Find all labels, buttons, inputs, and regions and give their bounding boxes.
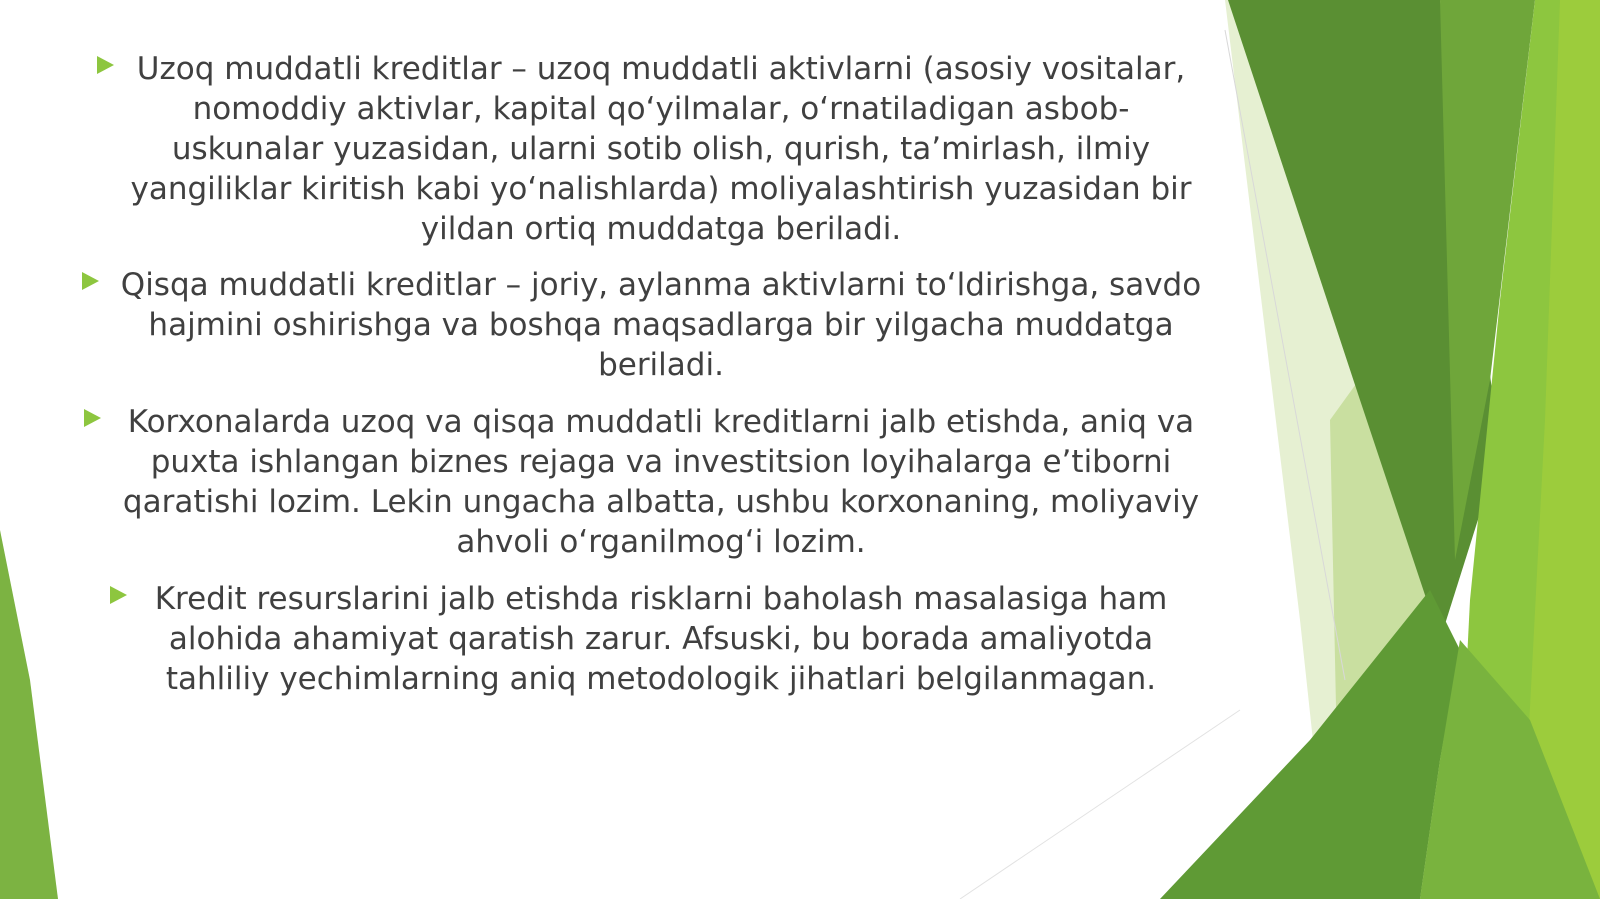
bullet-arrow-icon [110, 586, 127, 604]
bullet-risk-assessment: Kredit resurslarini jalb etishda risklarni baholash masalasiga ham alohida ahamiyat qaratish zarur. Afsuski, bu borada amaliyotda tahliliy yechimlarning aniq metodologik jihatlari belgilanmagan. [154, 581, 1168, 697]
bullet-arrow-icon [84, 409, 101, 427]
bullet-business-plan: Korxonalarda uzoq va qisqa muddatli kreditlarni jalb etishda, aniq va puxta ishlangan biznes rejaga va investitsion loyihalarga e’tiborni qaratishi lozim. Lekin ungacha albatta, ushbu korxonaning, moliyaviy ahvoli o‘rganilmog‘i lozim. [122, 404, 1200, 560]
bullet-arrow-icon [97, 56, 114, 74]
bullet-short-term-credits: Qisqa muddatli kreditlar – joriy, aylanma aktivlarni to‘ldirishga, savdo hajmini oshirishga va boshqa maqsadlarga bir yilgacha muddatga beriladi. [120, 267, 1202, 383]
bullet-arrow-icon [82, 272, 99, 290]
bullet-long-term-credits: Uzoq muddatli kreditlar – uzoq muddatli aktivlarni (asosiy vositalar, nomoddiy aktivlar, kapital qo‘yilmalar, o‘rnatiladigan asbob-uskunalar yuzasidan, ularni sotib olish, qurish, ta’mirlash, ilmiy yangiliklar kiritish kabi yo‘nalishlarda) moliyalashtirish yuzasidan bir yildan ortiq muddatga beriladi. [130, 51, 1192, 247]
